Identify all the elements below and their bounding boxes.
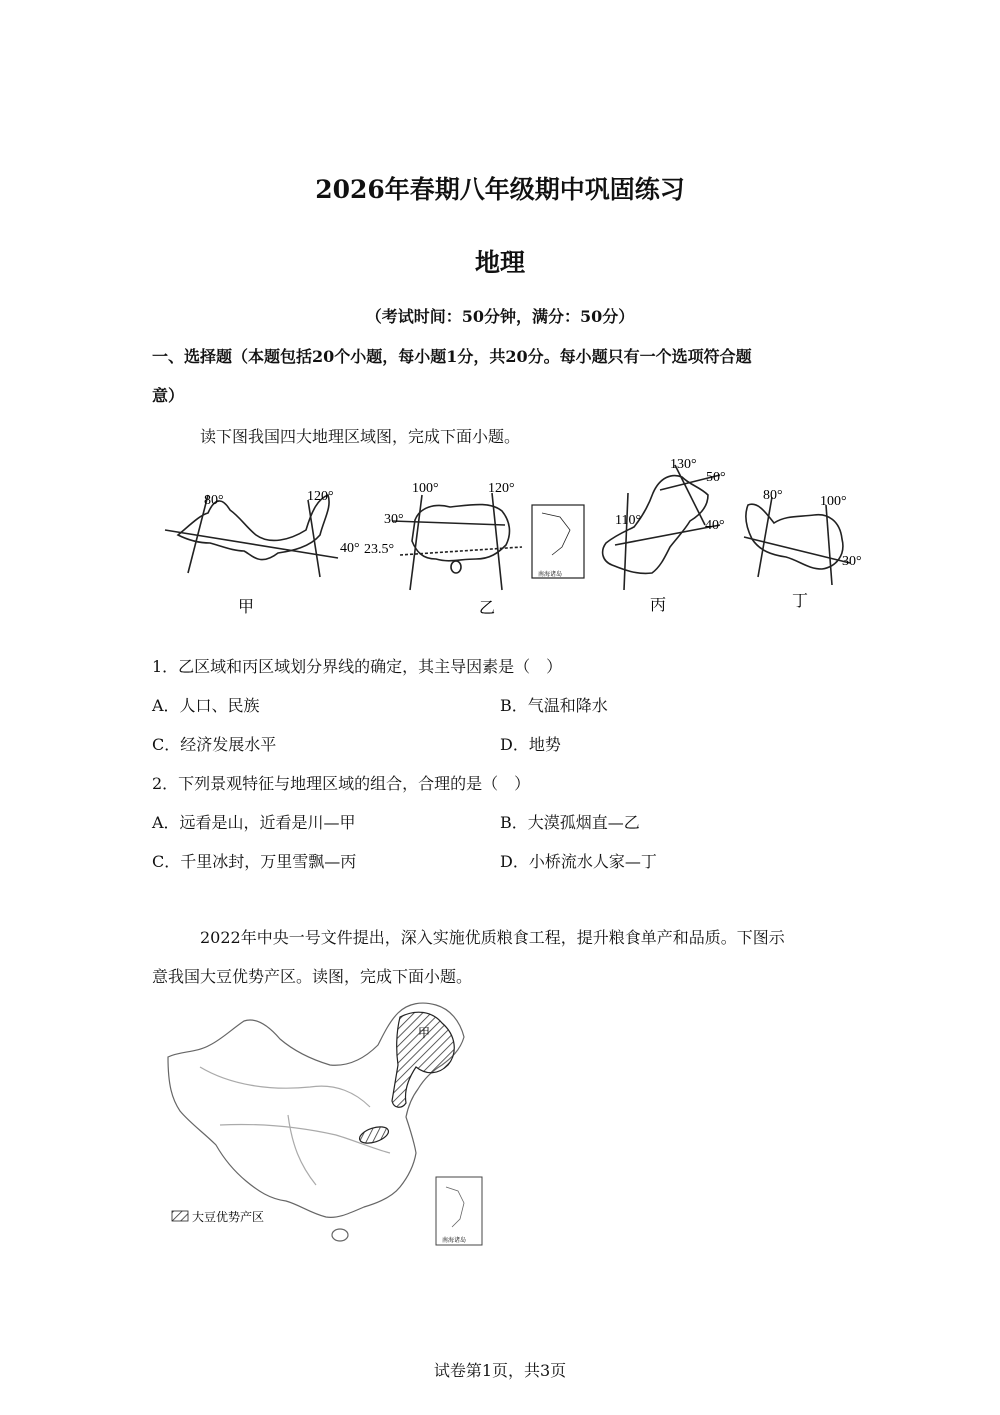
jia-label: 甲 xyxy=(238,599,255,616)
south-china-sea-inset xyxy=(436,1177,482,1245)
jia-lat: 40° xyxy=(340,541,360,556)
section-heading-line1: 一、选择题（本题包括20个小题，每小题1分，共20分。每小题只有一个选项符合题 xyxy=(152,347,752,366)
question-2-option-c[interactable]: C．千里冰封，万里雪飘—丙 xyxy=(152,852,357,871)
jia-lon-left: 80° xyxy=(204,493,224,508)
question-1-option-d[interactable]: D．地势 xyxy=(500,735,561,754)
bing-lat-top: 50° xyxy=(706,470,726,485)
yi-lat-bottom: 23.5° xyxy=(364,542,395,557)
bing-label: 丙 xyxy=(650,597,667,614)
jia-lon-right: 120° xyxy=(307,489,334,504)
four-regions-figure xyxy=(160,455,870,620)
bing-lat-bottom: 40° xyxy=(705,518,725,533)
question-1-option-b[interactable]: B．气温和降水 xyxy=(500,696,608,715)
yi-inset-label: 南海诸岛 xyxy=(538,572,563,578)
question-2-option-d[interactable]: D．小桥流水人家—丁 xyxy=(500,852,657,871)
ding-label: 丁 xyxy=(792,593,809,610)
group2-intro-line1: 2022年中央一号文件提出，深入实施优质粮食工程，提升粮食单产和品质。下图示 xyxy=(200,928,785,947)
yi-lon-right: 120° xyxy=(488,481,515,496)
ding-lat: 30° xyxy=(842,554,862,569)
yi-label: 乙 xyxy=(479,600,496,617)
soybean-region xyxy=(358,1012,455,1146)
exam-info: （考试时间：50分钟，满分：50分） xyxy=(365,307,635,326)
legend-label: 大豆优势产区 xyxy=(192,1210,265,1224)
soybean-region-label: 甲 xyxy=(418,1026,431,1040)
bing-lon-right: 130° xyxy=(670,457,697,472)
ding-lon-right: 100° xyxy=(820,494,847,509)
bing-lon-left: 110° xyxy=(615,513,642,528)
subject-title: 地理 xyxy=(474,248,525,277)
map-ding xyxy=(744,497,850,585)
yi-lat-top: 30° xyxy=(384,512,404,527)
page-footer: 试卷第1页，共3页 xyxy=(433,1361,567,1380)
question-2-option-b[interactable]: B．大漠孤烟直—乙 xyxy=(500,813,640,832)
legend xyxy=(172,1209,264,1224)
question-2-stem: 2．下列景观特征与地理区域的组合，合理的是（ ） xyxy=(152,774,531,793)
group1-intro: 读下图我国四大地理区域图，完成下面小题。 xyxy=(200,427,521,446)
question-1-option-a[interactable]: A．人口、民族 xyxy=(152,696,260,715)
map-jia xyxy=(165,495,338,577)
yi-lon-left: 100° xyxy=(412,481,439,496)
ding-lon-left: 80° xyxy=(763,488,783,503)
inset-label: 南海诸岛 xyxy=(442,1238,467,1244)
soybean-map-figure xyxy=(160,995,500,1250)
section-heading-line2: 意） xyxy=(152,386,185,405)
question-1-stem: 1．乙区域和丙区域划分界线的确定，其主导因素是（ ） xyxy=(152,657,563,676)
group2-intro-line2: 意我国大豆优势产区。读图，完成下面小题。 xyxy=(152,967,473,986)
question-1-option-c[interactable]: C．经济发展水平 xyxy=(152,735,277,754)
question-2-option-a[interactable]: A．远看是山，近看是川—甲 xyxy=(152,813,356,832)
exam-title: 2026年春期八年级期中巩固练习 xyxy=(315,175,685,204)
